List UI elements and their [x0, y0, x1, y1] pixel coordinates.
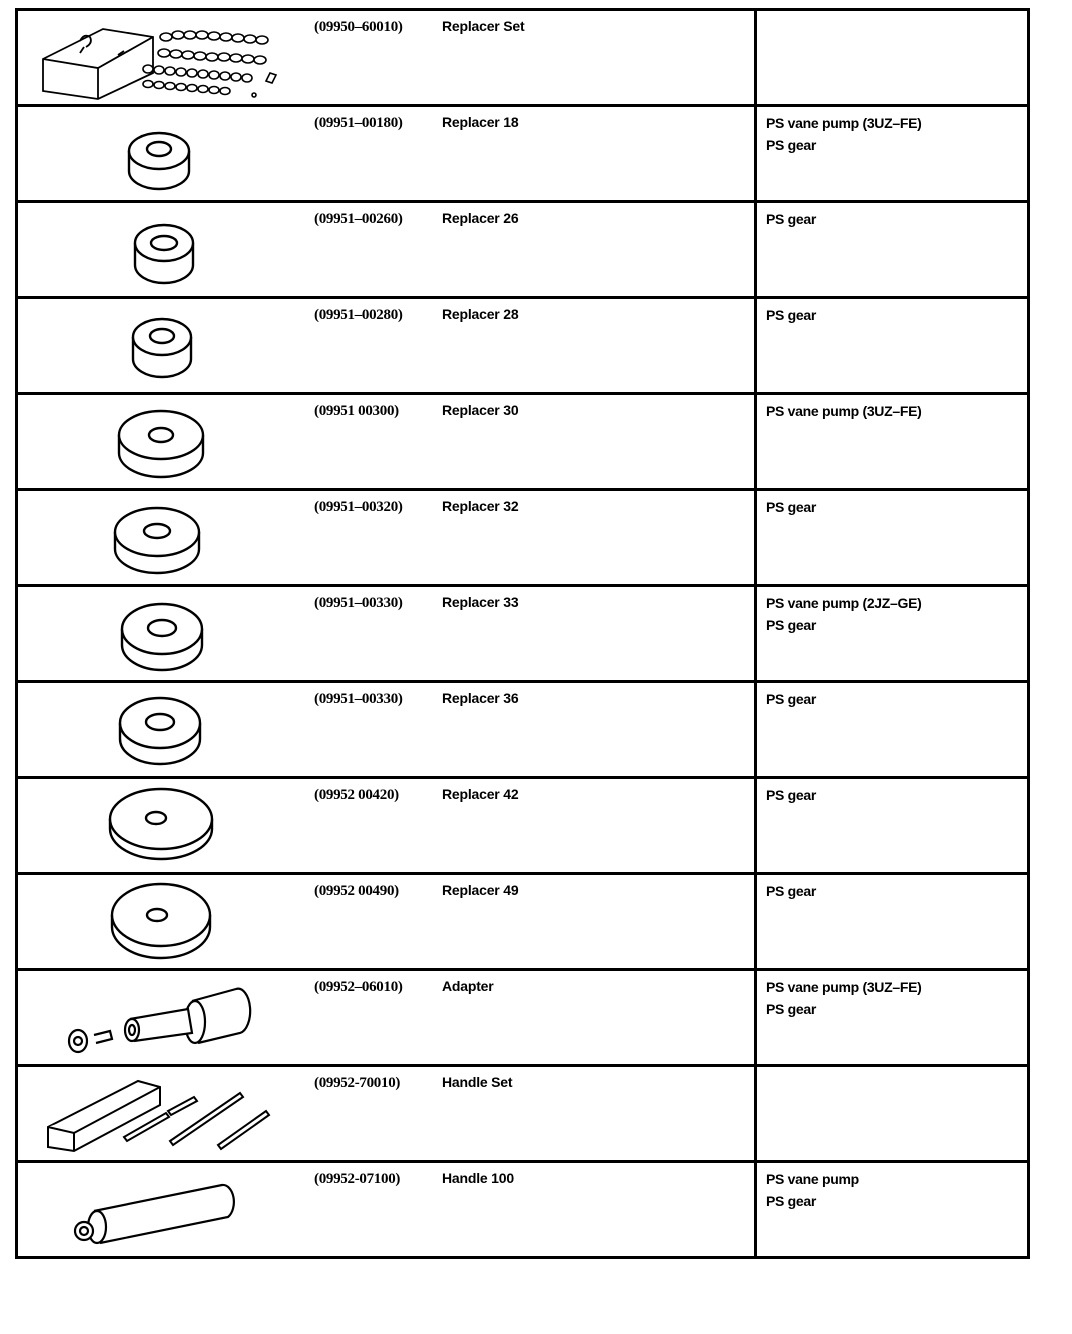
replacer-ring-icon	[18, 203, 308, 296]
usage-item: PS gear	[766, 883, 817, 899]
usage-item: PS vane pump	[766, 1171, 859, 1187]
replacer-ring-icon	[18, 875, 308, 968]
tool-cell	[17, 682, 756, 778]
replacer-ring-icon	[18, 395, 308, 488]
part-number: (09951–00330)	[314, 691, 403, 707]
tool-name: Adapter	[442, 978, 494, 994]
usage-item: PS gear	[766, 137, 817, 153]
special-tools-sheet	[15, 8, 1028, 1259]
usage-cell	[756, 586, 1029, 682]
usage-item: PS gear	[766, 1001, 817, 1017]
replacer-ring-icon	[18, 683, 308, 776]
part-number: (09952 00420)	[314, 787, 399, 803]
tool-cell	[17, 1066, 756, 1162]
usage-item: PS gear	[766, 211, 817, 227]
tool-name: Handle Set	[442, 1074, 513, 1090]
table-row	[17, 1162, 1029, 1258]
part-number: (09951–00330)	[314, 595, 403, 611]
part-number: (09950–60010)	[314, 19, 403, 35]
tool-cell	[17, 298, 756, 394]
tool-name: Replacer 32	[442, 498, 519, 514]
table-row	[17, 106, 1029, 202]
usage-item: PS gear	[766, 691, 817, 707]
usage-cell	[756, 874, 1029, 970]
handle-set-icon	[18, 1067, 308, 1160]
usage-item: PS vane pump (2JZ–GE)	[766, 595, 922, 611]
usage-cell	[756, 1066, 1029, 1162]
part-number: (09952-70010)	[314, 1075, 401, 1091]
usage-cell	[756, 394, 1029, 490]
table-row	[17, 394, 1029, 490]
part-number: (09952–06010)	[314, 979, 403, 995]
table-row	[17, 970, 1029, 1066]
tool-name: Replacer 26	[442, 210, 519, 226]
special-tools-table	[15, 8, 1030, 1259]
usage-cell	[756, 106, 1029, 202]
tool-name: Replacer 28	[442, 306, 519, 322]
part-number: (09951 00300)	[314, 403, 399, 419]
replacer-ring-icon	[18, 299, 308, 392]
tool-cell	[17, 394, 756, 490]
replacer-ring-icon	[18, 107, 308, 200]
usage-item: PS gear	[766, 1193, 817, 1209]
tool-name: Replacer Set	[442, 18, 525, 34]
replacer-set-case-icon	[18, 11, 308, 104]
table-row	[17, 298, 1029, 394]
usage-item: PS gear	[766, 787, 817, 803]
usage-cell	[756, 778, 1029, 874]
usage-cell	[756, 298, 1029, 394]
usage-item: PS vane pump (3UZ–FE)	[766, 115, 922, 131]
tool-cell	[17, 586, 756, 682]
usage-cell	[756, 202, 1029, 298]
replacer-ring-icon	[18, 491, 308, 584]
part-number: (09952 00490)	[314, 883, 399, 899]
usage-item: PS gear	[766, 499, 817, 515]
part-number: (09951–00260)	[314, 211, 403, 227]
table-row	[17, 490, 1029, 586]
tool-name: Replacer 42	[442, 786, 519, 802]
usage-cell	[756, 10, 1029, 106]
usage-cell	[756, 1162, 1029, 1258]
table-row	[17, 10, 1029, 106]
table-row	[17, 682, 1029, 778]
tool-cell	[17, 10, 756, 106]
tool-name: Replacer 36	[442, 690, 519, 706]
usage-item: PS vane pump (3UZ–FE)	[766, 403, 922, 419]
tool-name: Replacer 18	[442, 114, 519, 130]
tool-cell	[17, 1162, 756, 1258]
tool-cell	[17, 970, 756, 1066]
adapter-icon	[18, 971, 308, 1064]
table-row	[17, 586, 1029, 682]
tool-name: Replacer 33	[442, 594, 519, 610]
part-number: (09951–00320)	[314, 499, 403, 515]
table-row	[17, 202, 1029, 298]
handle-icon	[18, 1163, 308, 1256]
tool-cell	[17, 106, 756, 202]
tool-cell	[17, 202, 756, 298]
tool-name: Replacer 30	[442, 402, 519, 418]
usage-cell	[756, 490, 1029, 586]
replacer-ring-icon	[18, 587, 308, 680]
usage-cell	[756, 970, 1029, 1066]
part-number: (09952-07100)	[314, 1171, 401, 1187]
tool-cell	[17, 778, 756, 874]
usage-item: PS gear	[766, 307, 817, 323]
part-number: (09951–00180)	[314, 115, 403, 131]
usage-item: PS vane pump (3UZ–FE)	[766, 979, 922, 995]
replacer-ring-icon	[18, 779, 308, 872]
table-row	[17, 874, 1029, 970]
tool-name: Handle 100	[442, 1170, 514, 1186]
usage-cell	[756, 682, 1029, 778]
table-row	[17, 1066, 1029, 1162]
part-number: (09951–00280)	[314, 307, 403, 323]
tool-cell	[17, 874, 756, 970]
usage-item: PS gear	[766, 617, 817, 633]
table-row	[17, 778, 1029, 874]
tool-cell	[17, 490, 756, 586]
tool-name: Replacer 49	[442, 882, 519, 898]
